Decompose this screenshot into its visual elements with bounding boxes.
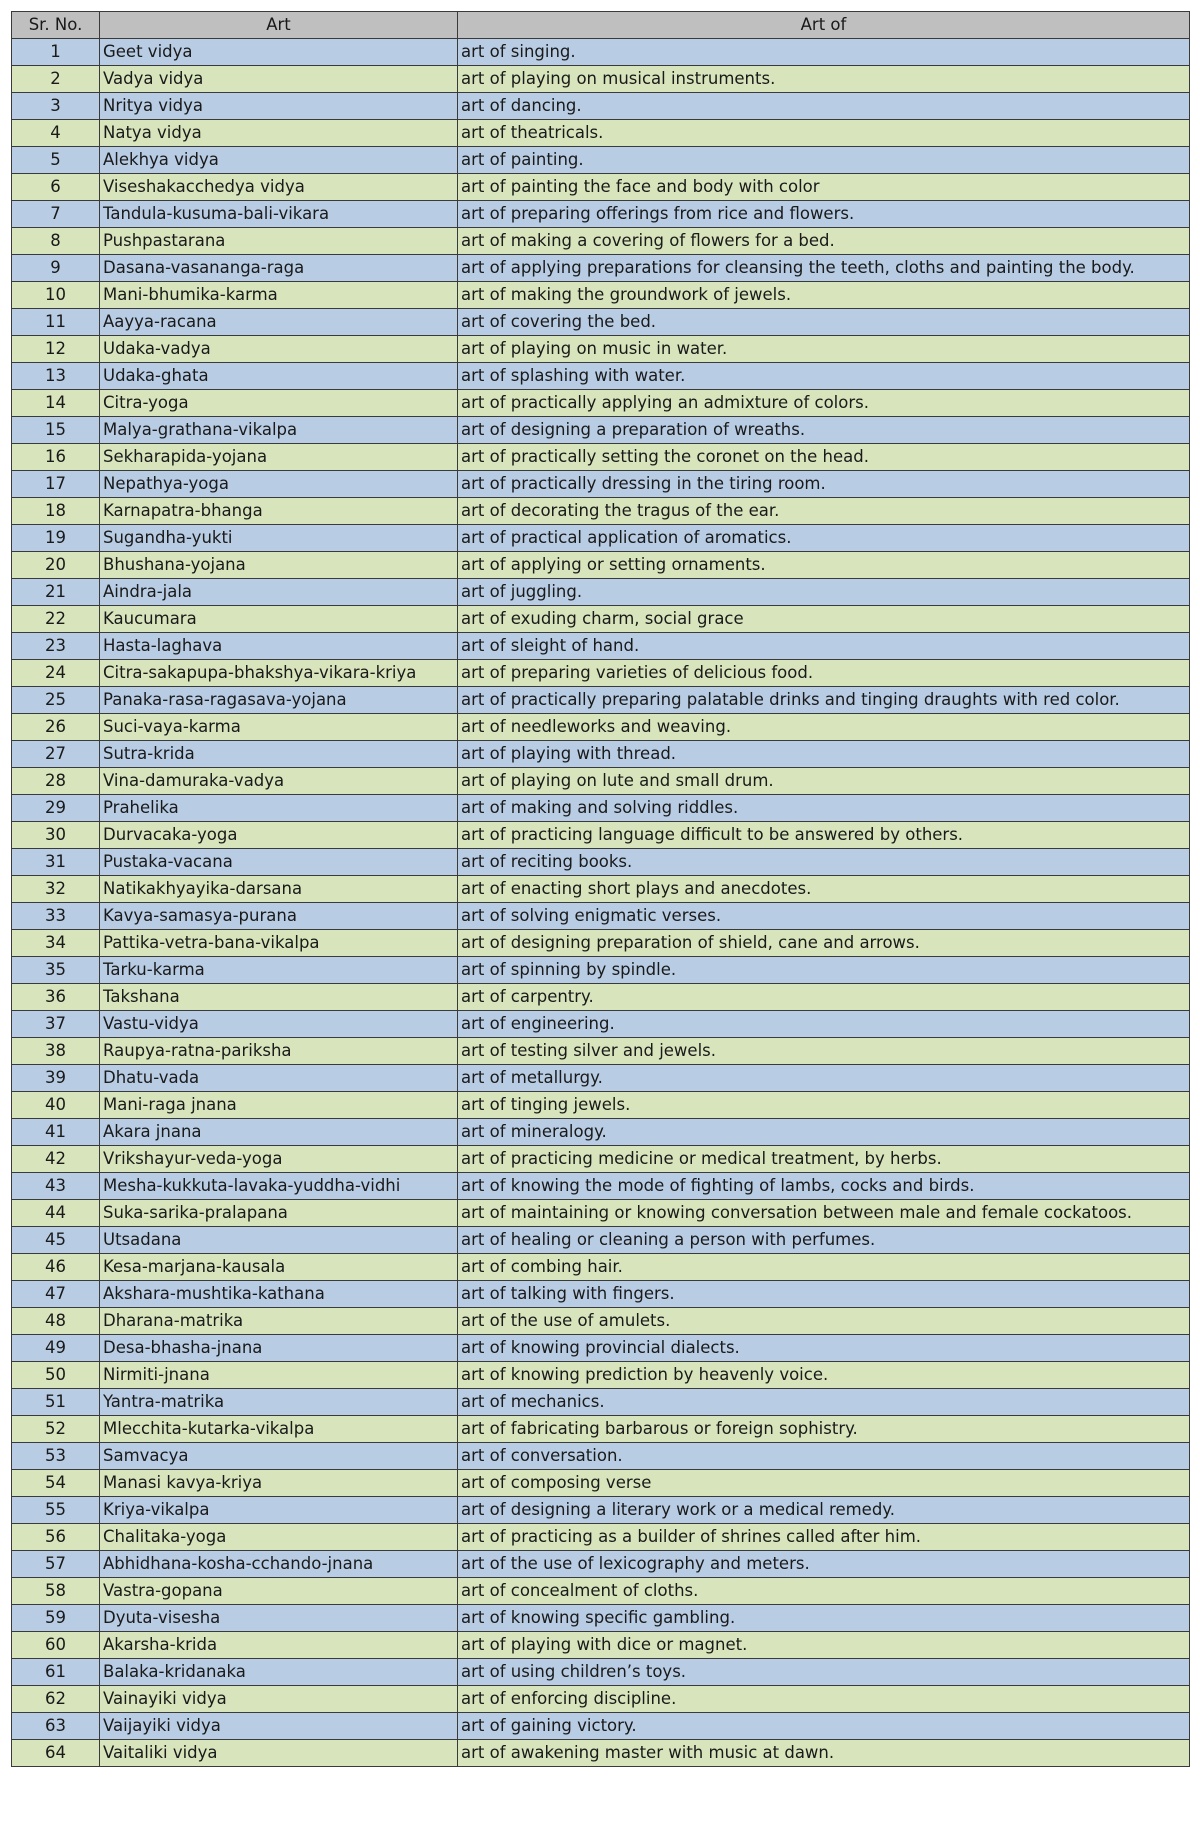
table-row	[12, 390, 1190, 417]
sr-no-cell: 41	[12, 1119, 100, 1146]
sr-no-cell: 48	[12, 1308, 100, 1335]
sr-no-cell: 39	[12, 1065, 100, 1092]
art-description-cell: art of the use of lexicography and meters.	[458, 1551, 1190, 1578]
art-name-cell: Vainayiki vidya	[100, 1686, 458, 1713]
table-row	[12, 417, 1190, 444]
art-description-cell: art of sleight of hand.	[458, 633, 1190, 660]
art-name-cell: Vastu-vidya	[100, 1011, 458, 1038]
art-name-cell: Yantra-matrika	[100, 1389, 458, 1416]
sr-no-cell: 44	[12, 1200, 100, 1227]
art-name-cell: Raupya-ratna-pariksha	[100, 1038, 458, 1065]
header-sr-no: Sr. No.	[12, 12, 100, 39]
table-row	[12, 1119, 1190, 1146]
sr-no-cell: 27	[12, 741, 100, 768]
art-description-cell: art of practically applying an admixture of colors.	[458, 390, 1190, 417]
table-row	[12, 1605, 1190, 1632]
table-row	[12, 768, 1190, 795]
art-name-cell: Sutra-krida	[100, 741, 458, 768]
table-row	[12, 1362, 1190, 1389]
table-row	[12, 795, 1190, 822]
art-name-cell: Viseshakacchedya vidya	[100, 174, 458, 201]
table-row	[12, 39, 1190, 66]
sr-no-cell: 22	[12, 606, 100, 633]
table-row	[12, 1686, 1190, 1713]
table-row	[12, 120, 1190, 147]
sr-no-cell: 55	[12, 1497, 100, 1524]
arts-table	[11, 11, 1190, 1767]
table-row	[12, 1416, 1190, 1443]
art-description-cell: art of playing with dice or magnet.	[458, 1632, 1190, 1659]
art-name-cell: Nirmiti-jnana	[100, 1362, 458, 1389]
table-row	[12, 606, 1190, 633]
table-row	[12, 822, 1190, 849]
art-name-cell: Panaka-rasa-ragasava-yojana	[100, 687, 458, 714]
art-description-cell: art of applying or setting ornaments.	[458, 552, 1190, 579]
sr-no-cell: 13	[12, 363, 100, 390]
art-name-cell: Mlecchita-kutarka-vikalpa	[100, 1416, 458, 1443]
art-description-cell: art of conversation.	[458, 1443, 1190, 1470]
sr-no-cell: 16	[12, 444, 100, 471]
art-name-cell: Prahelika	[100, 795, 458, 822]
art-description-cell: art of practically setting the coronet on the head.	[458, 444, 1190, 471]
art-description-cell: art of applying preparations for cleansing the teeth, cloths and painting the body.	[458, 255, 1190, 282]
table-row	[12, 1281, 1190, 1308]
sr-no-cell: 3	[12, 93, 100, 120]
table-row	[12, 579, 1190, 606]
art-name-cell: Udaka-ghata	[100, 363, 458, 390]
art-name-cell: Aayya-racana	[100, 309, 458, 336]
art-name-cell: Samvacya	[100, 1443, 458, 1470]
art-name-cell: Vrikshayur-veda-yoga	[100, 1146, 458, 1173]
art-description-cell: art of healing or cleaning a person with perfumes.	[458, 1227, 1190, 1254]
table-row	[12, 201, 1190, 228]
art-name-cell: Sekharapida-yojana	[100, 444, 458, 471]
table-row	[12, 1551, 1190, 1578]
art-name-cell: Citra-sakapupa-bhakshya-vikara-kriya	[100, 660, 458, 687]
sr-no-cell: 62	[12, 1686, 100, 1713]
art-description-cell: art of preparing offerings from rice and flowers.	[458, 201, 1190, 228]
art-description-cell: art of playing on lute and small drum.	[458, 768, 1190, 795]
art-description-cell: art of carpentry.	[458, 984, 1190, 1011]
art-name-cell: Pattika-vetra-bana-vikalpa	[100, 930, 458, 957]
table-row	[12, 471, 1190, 498]
sr-no-cell: 31	[12, 849, 100, 876]
art-name-cell: Karnapatra-bhanga	[100, 498, 458, 525]
art-name-cell: Alekhya vidya	[100, 147, 458, 174]
art-description-cell: art of mechanics.	[458, 1389, 1190, 1416]
header-art: Art	[100, 12, 458, 39]
art-description-cell: art of playing with thread.	[458, 741, 1190, 768]
sr-no-cell: 32	[12, 876, 100, 903]
art-description-cell: art of enforcing discipline.	[458, 1686, 1190, 1713]
sr-no-cell: 64	[12, 1740, 100, 1767]
art-description-cell: art of knowing prediction by heavenly voice.	[458, 1362, 1190, 1389]
sr-no-cell: 56	[12, 1524, 100, 1551]
table-row	[12, 1173, 1190, 1200]
art-description-cell: art of testing silver and jewels.	[458, 1038, 1190, 1065]
sr-no-cell: 21	[12, 579, 100, 606]
table-row	[12, 1065, 1190, 1092]
art-description-cell: art of exuding charm, social grace	[458, 606, 1190, 633]
sr-no-cell: 33	[12, 903, 100, 930]
art-name-cell: Akara jnana	[100, 1119, 458, 1146]
art-name-cell: Vina-damuraka-vadya	[100, 768, 458, 795]
art-name-cell: Desa-bhasha-jnana	[100, 1335, 458, 1362]
table-row	[12, 1389, 1190, 1416]
table-row	[12, 1578, 1190, 1605]
art-description-cell: art of knowing provincial dialects.	[458, 1335, 1190, 1362]
art-name-cell: Geet vidya	[100, 39, 458, 66]
art-description-cell: art of awakening master with music at dawn.	[458, 1740, 1190, 1767]
table-row	[12, 444, 1190, 471]
art-description-cell: art of gaining victory.	[458, 1713, 1190, 1740]
art-description-cell: art of metallurgy.	[458, 1065, 1190, 1092]
art-name-cell: Nepathya-yoga	[100, 471, 458, 498]
art-name-cell: Mani-bhumika-karma	[100, 282, 458, 309]
sr-no-cell: 38	[12, 1038, 100, 1065]
table-row	[12, 1227, 1190, 1254]
sr-no-cell: 25	[12, 687, 100, 714]
table-row	[12, 660, 1190, 687]
art-description-cell: art of preparing varieties of delicious food.	[458, 660, 1190, 687]
table-row	[12, 930, 1190, 957]
art-name-cell: Udaka-vadya	[100, 336, 458, 363]
art-description-cell: art of practicing as a builder of shrines called after him.	[458, 1524, 1190, 1551]
art-description-cell: art of practicing language difficult to be answered by others.	[458, 822, 1190, 849]
arts-table-container	[11, 11, 1189, 1767]
sr-no-cell: 40	[12, 1092, 100, 1119]
sr-no-cell: 63	[12, 1713, 100, 1740]
art-name-cell: Natya vidya	[100, 120, 458, 147]
art-name-cell: Manasi kavya-kriya	[100, 1470, 458, 1497]
art-name-cell: Vaijayiki vidya	[100, 1713, 458, 1740]
art-name-cell: Akshara-mushtika-kathana	[100, 1281, 458, 1308]
sr-no-cell: 58	[12, 1578, 100, 1605]
art-description-cell: art of practicing medicine or medical treatment, by herbs.	[458, 1146, 1190, 1173]
sr-no-cell: 49	[12, 1335, 100, 1362]
art-name-cell: Utsadana	[100, 1227, 458, 1254]
sr-no-cell: 47	[12, 1281, 100, 1308]
art-description-cell: art of designing preparation of shield, cane and arrows.	[458, 930, 1190, 957]
table-row	[12, 741, 1190, 768]
sr-no-cell: 36	[12, 984, 100, 1011]
art-description-cell: art of reciting books.	[458, 849, 1190, 876]
table-row	[12, 228, 1190, 255]
table-row	[12, 984, 1190, 1011]
art-name-cell: Akarsha-krida	[100, 1632, 458, 1659]
art-description-cell: art of maintaining or knowing conversation between male and female cockatoos.	[458, 1200, 1190, 1227]
art-name-cell: Kavya-samasya-purana	[100, 903, 458, 930]
table-row	[12, 876, 1190, 903]
table-row	[12, 1092, 1190, 1119]
sr-no-cell: 20	[12, 552, 100, 579]
art-description-cell: art of juggling.	[458, 579, 1190, 606]
art-description-cell: art of designing a preparation of wreaths.	[458, 417, 1190, 444]
sr-no-cell: 54	[12, 1470, 100, 1497]
art-name-cell: Malya-grathana-vikalpa	[100, 417, 458, 444]
art-name-cell: Mesha-kukkuta-lavaka-yuddha-vidhi	[100, 1173, 458, 1200]
sr-no-cell: 23	[12, 633, 100, 660]
sr-no-cell: 18	[12, 498, 100, 525]
art-description-cell: art of practically dressing in the tiring room.	[458, 471, 1190, 498]
table-row	[12, 1443, 1190, 1470]
art-description-cell: art of fabricating barbarous or foreign sophistry.	[458, 1416, 1190, 1443]
art-description-cell: art of painting.	[458, 147, 1190, 174]
table-row	[12, 525, 1190, 552]
art-description-cell: art of needleworks and weaving.	[458, 714, 1190, 741]
sr-no-cell: 1	[12, 39, 100, 66]
art-description-cell: art of covering the bed.	[458, 309, 1190, 336]
art-name-cell: Kriya-vikalpa	[100, 1497, 458, 1524]
sr-no-cell: 19	[12, 525, 100, 552]
art-description-cell: art of designing a literary work or a medical remedy.	[458, 1497, 1190, 1524]
sr-no-cell: 35	[12, 957, 100, 984]
sr-no-cell: 45	[12, 1227, 100, 1254]
art-description-cell: art of solving enigmatic verses.	[458, 903, 1190, 930]
table-row	[12, 1632, 1190, 1659]
art-name-cell: Dharana-matrika	[100, 1308, 458, 1335]
art-name-cell: Kesa-marjana-kausala	[100, 1254, 458, 1281]
art-description-cell: art of knowing the mode of fighting of lambs, cocks and birds.	[458, 1173, 1190, 1200]
art-description-cell: art of splashing with water.	[458, 363, 1190, 390]
art-description-cell: art of composing verse	[458, 1470, 1190, 1497]
table-row	[12, 1497, 1190, 1524]
art-name-cell: Tarku-karma	[100, 957, 458, 984]
sr-no-cell: 30	[12, 822, 100, 849]
art-description-cell: art of dancing.	[458, 93, 1190, 120]
art-description-cell: art of the use of amulets.	[458, 1308, 1190, 1335]
art-name-cell: Vadya vidya	[100, 66, 458, 93]
art-description-cell: art of practically preparing palatable drinks and tinging draughts with red color.	[458, 687, 1190, 714]
sr-no-cell: 9	[12, 255, 100, 282]
table-row	[12, 1524, 1190, 1551]
table-row	[12, 1308, 1190, 1335]
art-name-cell: Takshana	[100, 984, 458, 1011]
art-description-cell: art of combing hair.	[458, 1254, 1190, 1281]
art-description-cell: art of making and solving riddles.	[458, 795, 1190, 822]
table-row	[12, 93, 1190, 120]
table-body	[12, 39, 1190, 1767]
art-description-cell: art of playing on music in water.	[458, 336, 1190, 363]
art-description-cell: art of using children’s toys.	[458, 1659, 1190, 1686]
art-name-cell: Pushpastarana	[100, 228, 458, 255]
sr-no-cell: 12	[12, 336, 100, 363]
art-description-cell: art of theatricals.	[458, 120, 1190, 147]
header-art-of: Art of	[458, 12, 1190, 39]
sr-no-cell: 7	[12, 201, 100, 228]
sr-no-cell: 8	[12, 228, 100, 255]
sr-no-cell: 6	[12, 174, 100, 201]
art-name-cell: Balaka-kridanaka	[100, 1659, 458, 1686]
table-row	[12, 957, 1190, 984]
art-name-cell: Abhidhana-kosha-cchando-jnana	[100, 1551, 458, 1578]
sr-no-cell: 4	[12, 120, 100, 147]
sr-no-cell: 14	[12, 390, 100, 417]
sr-no-cell: 34	[12, 930, 100, 957]
table-row	[12, 687, 1190, 714]
table-row	[12, 1200, 1190, 1227]
sr-no-cell: 15	[12, 417, 100, 444]
header-row	[12, 12, 1190, 39]
art-name-cell: Vastra-gopana	[100, 1578, 458, 1605]
table-row	[12, 1335, 1190, 1362]
art-name-cell: Suci-vaya-karma	[100, 714, 458, 741]
table-row	[12, 1254, 1190, 1281]
table-row	[12, 1038, 1190, 1065]
sr-no-cell: 52	[12, 1416, 100, 1443]
sr-no-cell: 53	[12, 1443, 100, 1470]
sr-no-cell: 10	[12, 282, 100, 309]
table-row	[12, 714, 1190, 741]
art-description-cell: art of making the groundwork of jewels.	[458, 282, 1190, 309]
art-description-cell: art of practical application of aromatics.	[458, 525, 1190, 552]
sr-no-cell: 26	[12, 714, 100, 741]
art-name-cell: Durvacaka-yoga	[100, 822, 458, 849]
art-description-cell: art of concealment of cloths.	[458, 1578, 1190, 1605]
art-name-cell: Pustaka-vacana	[100, 849, 458, 876]
table-row	[12, 1659, 1190, 1686]
art-name-cell: Dasana-vasananga-raga	[100, 255, 458, 282]
table-row	[12, 1470, 1190, 1497]
table-row	[12, 309, 1190, 336]
sr-no-cell: 37	[12, 1011, 100, 1038]
art-name-cell: Hasta-laghava	[100, 633, 458, 660]
sr-no-cell: 60	[12, 1632, 100, 1659]
sr-no-cell: 2	[12, 66, 100, 93]
table-row	[12, 1740, 1190, 1767]
art-name-cell: Chalitaka-yoga	[100, 1524, 458, 1551]
sr-no-cell: 51	[12, 1389, 100, 1416]
sr-no-cell: 24	[12, 660, 100, 687]
sr-no-cell: 61	[12, 1659, 100, 1686]
table-row	[12, 363, 1190, 390]
table-row	[12, 552, 1190, 579]
art-description-cell: art of tinging jewels.	[458, 1092, 1190, 1119]
sr-no-cell: 29	[12, 795, 100, 822]
sr-no-cell: 28	[12, 768, 100, 795]
art-name-cell: Citra-yoga	[100, 390, 458, 417]
art-description-cell: art of knowing specific gambling.	[458, 1605, 1190, 1632]
sr-no-cell: 17	[12, 471, 100, 498]
art-name-cell: Aindra-jala	[100, 579, 458, 606]
table-row	[12, 174, 1190, 201]
sr-no-cell: 46	[12, 1254, 100, 1281]
table-row	[12, 1011, 1190, 1038]
art-name-cell: Natikakhyayika-darsana	[100, 876, 458, 903]
art-name-cell: Kaucumara	[100, 606, 458, 633]
art-name-cell: Mani-raga jnana	[100, 1092, 458, 1119]
art-description-cell: art of mineralogy.	[458, 1119, 1190, 1146]
art-description-cell: art of engineering.	[458, 1011, 1190, 1038]
sr-no-cell: 11	[12, 309, 100, 336]
art-name-cell: Dyuta-visesha	[100, 1605, 458, 1632]
art-description-cell: art of singing.	[458, 39, 1190, 66]
table-row	[12, 336, 1190, 363]
table-row	[12, 849, 1190, 876]
art-name-cell: Tandula-kusuma-bali-vikara	[100, 201, 458, 228]
art-name-cell: Nritya vidya	[100, 93, 458, 120]
table-row	[12, 255, 1190, 282]
sr-no-cell: 50	[12, 1362, 100, 1389]
sr-no-cell: 43	[12, 1173, 100, 1200]
table-row	[12, 282, 1190, 309]
art-name-cell: Sugandha-yukti	[100, 525, 458, 552]
sr-no-cell: 5	[12, 147, 100, 174]
sr-no-cell: 57	[12, 1551, 100, 1578]
art-description-cell: art of making a covering of flowers for a bed.	[458, 228, 1190, 255]
sr-no-cell: 42	[12, 1146, 100, 1173]
table-row	[12, 1713, 1190, 1740]
art-name-cell: Dhatu-vada	[100, 1065, 458, 1092]
table-row	[12, 903, 1190, 930]
art-description-cell: art of talking with fingers.	[458, 1281, 1190, 1308]
art-name-cell: Bhushana-yojana	[100, 552, 458, 579]
table-row	[12, 633, 1190, 660]
table-row	[12, 498, 1190, 525]
art-name-cell: Vaitaliki vidya	[100, 1740, 458, 1767]
art-description-cell: art of decorating the tragus of the ear.	[458, 498, 1190, 525]
art-description-cell: art of enacting short plays and anecdotes.	[458, 876, 1190, 903]
table-row	[12, 66, 1190, 93]
art-description-cell: art of playing on musical instruments.	[458, 66, 1190, 93]
art-name-cell: Suka-sarika-pralapana	[100, 1200, 458, 1227]
art-description-cell: art of painting the face and body with color	[458, 174, 1190, 201]
art-description-cell: art of spinning by spindle.	[458, 957, 1190, 984]
sr-no-cell: 59	[12, 1605, 100, 1632]
table-row	[12, 1146, 1190, 1173]
table-row	[12, 147, 1190, 174]
